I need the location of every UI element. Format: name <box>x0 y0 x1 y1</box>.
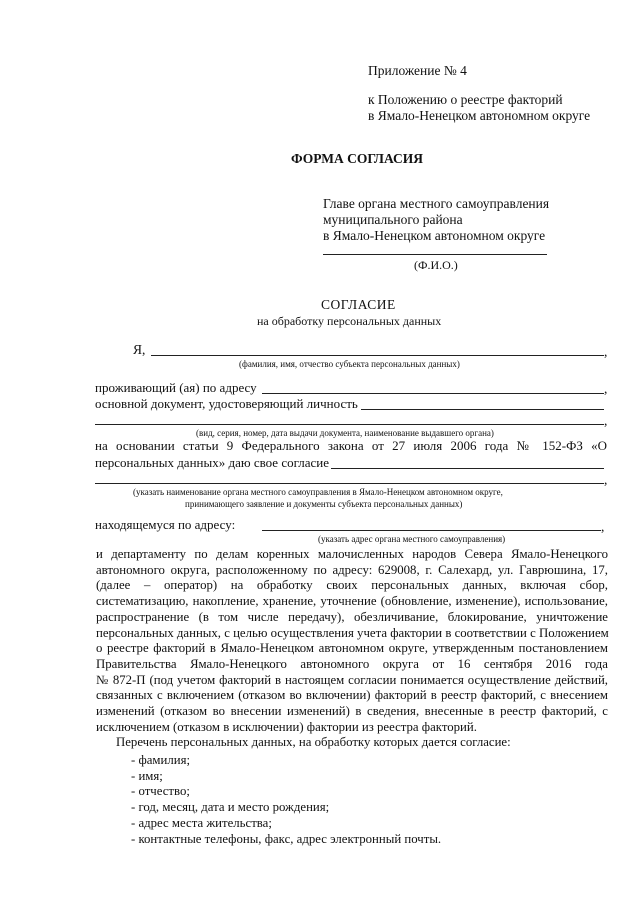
consent-title: СОГЛАСИЕ <box>321 297 396 312</box>
local-authority-comma: , <box>604 472 608 487</box>
residence-address-comma: , <box>604 381 608 396</box>
appendix-reference-line-2: в Ямало-Ненецком автономном округе <box>368 108 591 123</box>
consent-body-paragraph <box>96 547 608 751</box>
list-item: - фамилия; <box>131 753 191 767</box>
identity-document-caption: (вид, серия, номер, дата выдачи документа, наименование выдавшего органа) <box>196 428 494 438</box>
body-line: о реестре факторий в Ямало-Ненецком автономном округе, утвержденным постановлением <box>96 641 608 656</box>
local-authority-field-line-2[interactable] <box>95 483 604 484</box>
i-label: Я, <box>133 342 146 357</box>
identity-document-field-line-2[interactable] <box>95 424 604 425</box>
body-line: и департаменту по делам коренных малочисленных народов Севера Ямало-Ненецкого <box>96 547 608 561</box>
body-line: (далее – оператор) на обработку своих персональных данных, включая сбор, <box>96 578 608 593</box>
list-item: - адрес места жительства; <box>131 815 272 830</box>
fio-underline[interactable] <box>323 254 547 255</box>
addressee-line-3: в Ямало-Ненецком автономном округе <box>323 228 546 243</box>
body-line: распространение (в том числе передачу), обезличивание, блокирование, уничтожение <box>96 609 608 624</box>
list-item: - год, месяц, дата и место рождения; <box>131 800 330 815</box>
body-line: связанных с включением (отказом во включении) факторий в реестр факторий, с внесением <box>96 688 608 703</box>
body-line: систематизацию, накопление, хранение, уточнение (обновление, изменение), использование, <box>96 594 608 609</box>
personal-data-list-intro: Перечень персональных данных, на обработку которых дается согласие: <box>116 735 511 750</box>
list-item: - имя; <box>131 768 163 783</box>
legal-basis-line-2: персональных данных» даю свое согласие <box>95 455 330 470</box>
personal-data-list <box>131 753 441 847</box>
form-title: ФОРМА СОГЛАСИЯ <box>291 151 424 166</box>
local-authority-caption-1: (указать наименование органа местного самоуправления в Ямало-Ненецком автономном округе, <box>133 487 503 497</box>
identity-document-label: основной документ, удостоверяющий личность <box>95 396 358 411</box>
appendix-reference-line-1: к Положению о реестре факторий <box>368 92 563 107</box>
authority-address-field[interactable] <box>262 530 601 531</box>
body-line: персональных данных, с целью осуществления учета фактории в соответствии с Положением <box>96 625 609 640</box>
addressee-line-2: муниципального района <box>323 212 463 227</box>
residence-address-field[interactable] <box>262 393 604 394</box>
list-item: - отчество; <box>131 784 190 799</box>
authority-address-comma: , <box>601 519 605 534</box>
consent-subtitle: на обработку персональных данных <box>257 314 442 328</box>
addressee-line-1: Главе органа местного самоуправления <box>323 196 550 211</box>
body-line: автономного округа, расположенному по адресу: 629008, г. Салехард, ул. Гаврюшина, 17, <box>96 562 608 577</box>
authority-address-caption: (указать адрес органа местного самоуправления) <box>318 534 506 544</box>
legal-basis-line-1: на основании статьи 9 Федерального закона от 27 июля 2006 года № 152-ФЗ «О <box>95 438 607 453</box>
fio-caption: (Ф.И.О.) <box>414 258 458 272</box>
identity-document-field[interactable] <box>361 409 604 410</box>
full-name-comma: , <box>604 344 608 359</box>
full-name-caption: (фамилия, имя, отчество субъекта персональных данных) <box>239 359 460 369</box>
body-line: изменений (отказом во внесении изменений) в сведения, внесенные в реестр факторий, с <box>96 704 608 719</box>
body-line: № 872-П (под учетом факторий в настоящем согласии понимается осуществление действий, <box>96 672 608 687</box>
local-authority-caption-2: принимающего заявление и документы субъекта персональных данных) <box>185 499 463 509</box>
body-line: исключением (отказом в исключении) фактории из реестра факторий. <box>96 719 477 734</box>
appendix-number: Приложение № 4 <box>368 63 467 78</box>
list-item: - контактные телефоны, факс, адрес электронный почты. <box>131 831 442 846</box>
body-line: Правительства Ямало-Ненецкого автономного округа от 16 сентября 2016 года <box>96 656 608 671</box>
residence-address-label: проживающий (ая) по адресу <box>95 380 257 395</box>
identity-document-comma: , <box>604 413 608 428</box>
local-authority-field[interactable] <box>331 468 604 469</box>
full-name-field[interactable] <box>151 355 604 356</box>
authority-address-label: находящемуся по адресу: <box>95 517 236 532</box>
